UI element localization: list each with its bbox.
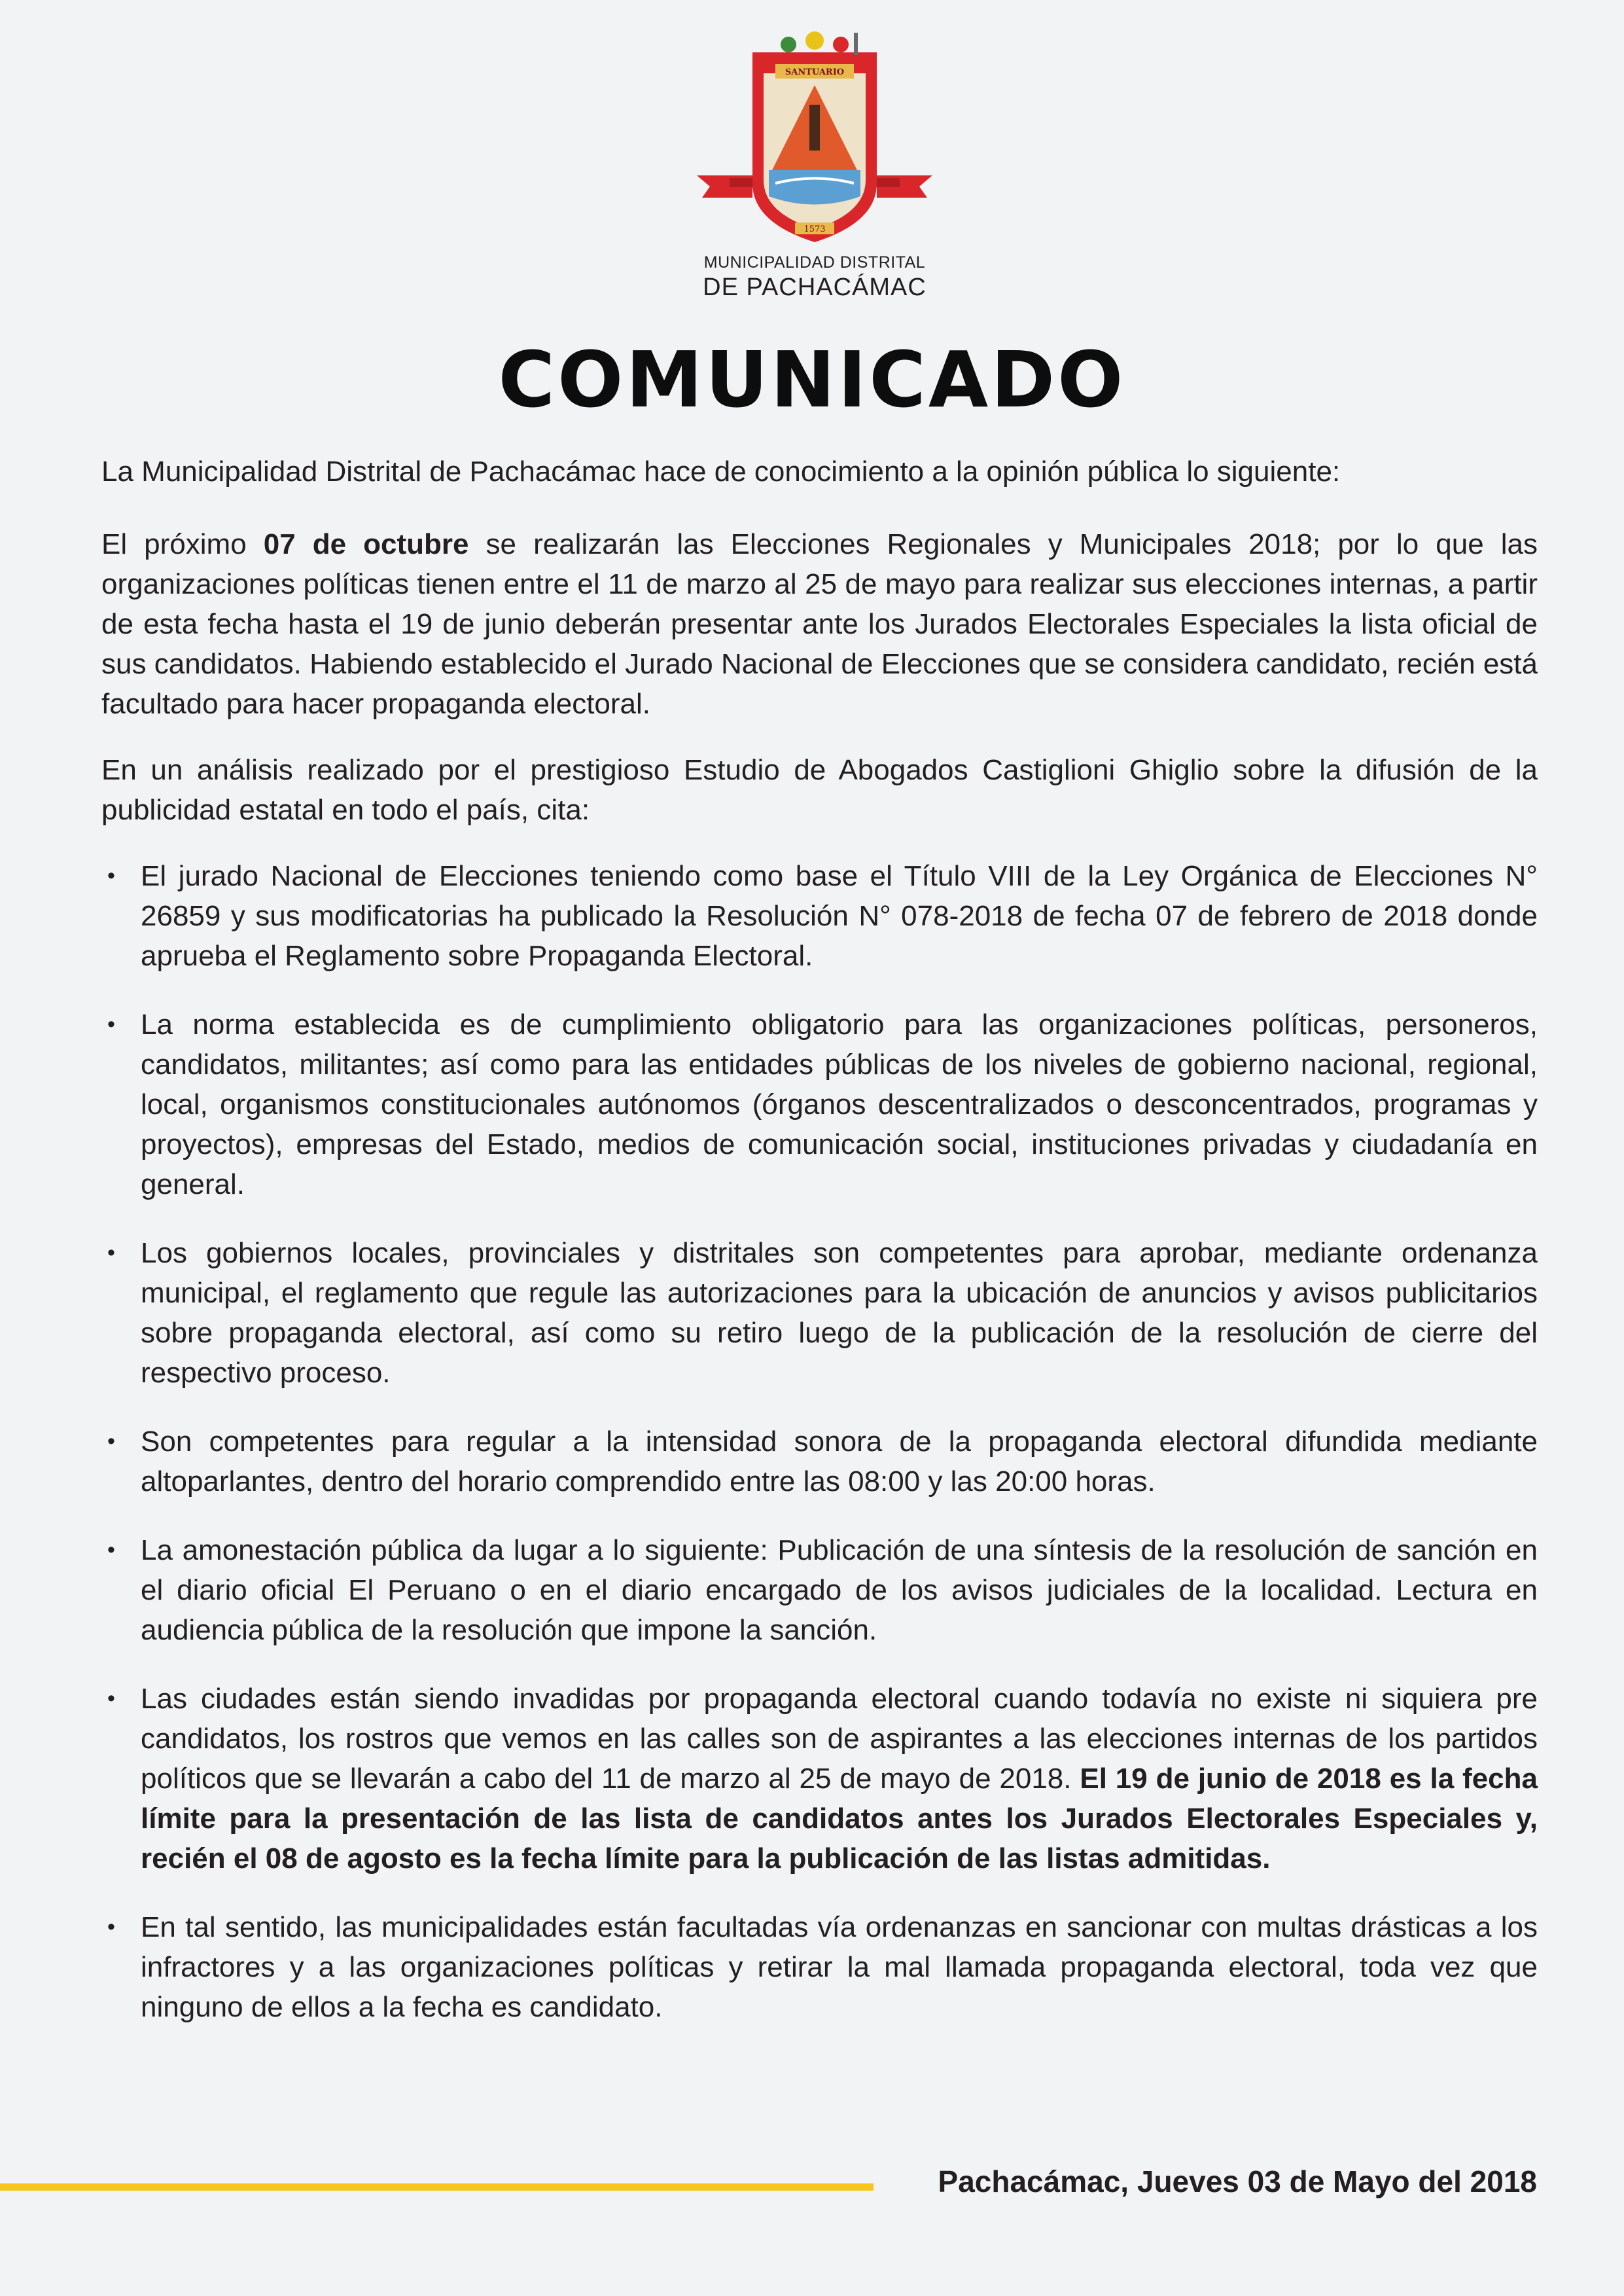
document-title: COMUNICADO [498, 334, 1126, 425]
document-body [101, 452, 1538, 2056]
bullet-icon: • [107, 1914, 115, 1939]
bullet-icon: • [107, 1537, 115, 1562]
list-item: • Son competentes para regular a la intensidad sonora de la propaganda electoral difundida mediante altoparlantes, dentro del horario comprendido entre las 08:00 y las 20:00 horas. [101, 1422, 1538, 1501]
paragraph-1-bold: 07 de octubre [263, 528, 469, 560]
list-item: • La norma establecida es de cumplimiento obligatorio para las organizaciones políticas, personeros, candidatos, militantes; así como para las entidades públicas de los niveles de gobierno nacional, regional, local, organismos constitucionales autónomos (órganos descentralizados o desconcentrados, programas y proyectos), empresas del Estado, medios de comunicación social, instituciones privadas y ciudadanía en general. [101, 1005, 1538, 1204]
paragraph-2: En un análisis realizado por el prestigioso Estudio de Abogados Castiglioni Ghiglio sobre la difusión de la publicidad estatal en todo el país, cita: [101, 754, 1538, 826]
list-item: • En tal sentido, las municipalidades están facultadas vía ordenanzas en sancionar con multas drásticas a los infractores y a las organizaciones políticas y retirar la mal llamada propaganda electoral, toda vez que ninguno de ellos a la fecha es candidato. [101, 1907, 1538, 2027]
organization-name [654, 252, 975, 302]
emblem-year-text: 1573 [803, 224, 826, 234]
list-item: • Los gobiernos locales, provinciales y distritales son competentes para aprobar, mediante ordenanza municipal, el reglamento que regule las autorizaciones para la ubicación de anuncios y avisos publicitarios sobre propaganda electoral, así como su retiro luego de la publicación de la resolución de cierre del respectivo proceso. [101, 1233, 1538, 1393]
bullet-icon: • [107, 1240, 115, 1265]
bullet-icon: • [107, 1429, 115, 1454]
list-item: • La amonestación pública da lugar a lo siguiente: Publicación de una síntesis de la resolución de sanción en el diario oficial El Peruano o en el diario encargado de los avisos judiciales de la localidad. Lectura en audiencia pública de la resolución que impone la sanción. [101, 1530, 1538, 1650]
org-name-line1: MUNICIPALIDAD DISTRITAL [703, 253, 926, 272]
paragraph-1: El próximo 07 de octubre se realizarán las Elecciones Regionales y Municipales 2018; por lo que las organizaciones políticas tienen entre el 11 de marzo al 25 de mayo para realizar sus elecciones internas, a partir de esta fecha hasta el 19 de junio deberán presentar ante los Jurados Electorales Especiales la lista oficial de sus candidatos. Habiendo establecido el Jurado Nacional de Elecciones que se considera candidato, recién está facultado para hacer propaganda electoral. [101, 528, 1538, 720]
footer-accent-line [0, 2183, 874, 2191]
bullet-list [101, 856, 1538, 2027]
municipal-coat-of-arms-logo [690, 26, 939, 249]
footer-date: Pachacámac, Jueves 03 de Mayo del 2018 [938, 2164, 1537, 2198]
emblem-top-text: SANTUARIO [785, 67, 845, 77]
list-item: • Las ciudades están siendo invadidas por propaganda electoral cuando todavía no existe ni siquiera pre candidatos, los rostros que vemos en las calles son de aspirantes a las elecciones internas de los partidos políticos que se llevarán a cabo del 11 de marzo al 25 de mayo de 2018. El 19 de junio de 2018 es la fecha límite para la presentación de las lista de candidatos antes los Jurados Electorales Especiales y, recién el 08 de agosto es la fecha límite para la publicación de las listas admitidas. [101, 1679, 1538, 1878]
org-name-line2: DE PACHACÁMAC [703, 274, 927, 301]
bullet-icon: • [107, 863, 115, 888]
bullet-icon: • [107, 1012, 115, 1037]
bullet-icon: • [107, 1686, 115, 1711]
bullet-6-bold: El 19 de junio de 2018 es la fecha límite para la presentación de las lista de candidatos antes los Jurados Electorales Especiales y, recién el 08 de agosto es la fecha límite para la publicación de las listas admitidas. [141, 1763, 1538, 1874]
list-item: • El jurado Nacional de Elecciones teniendo como base el Título VIII de la Ley Orgánica de Elecciones N° 26859 y sus modificatorias ha publicado la Resolución N° 078-2018 de fecha 07 de febrero de 2018 donde aprueba el Reglamento sobre Propaganda Electoral. [101, 856, 1538, 976]
intro-paragraph: La Municipalidad Distrital de Pachacámac hace de conocimiento a la opinión pública lo siguiente: [101, 456, 1341, 488]
